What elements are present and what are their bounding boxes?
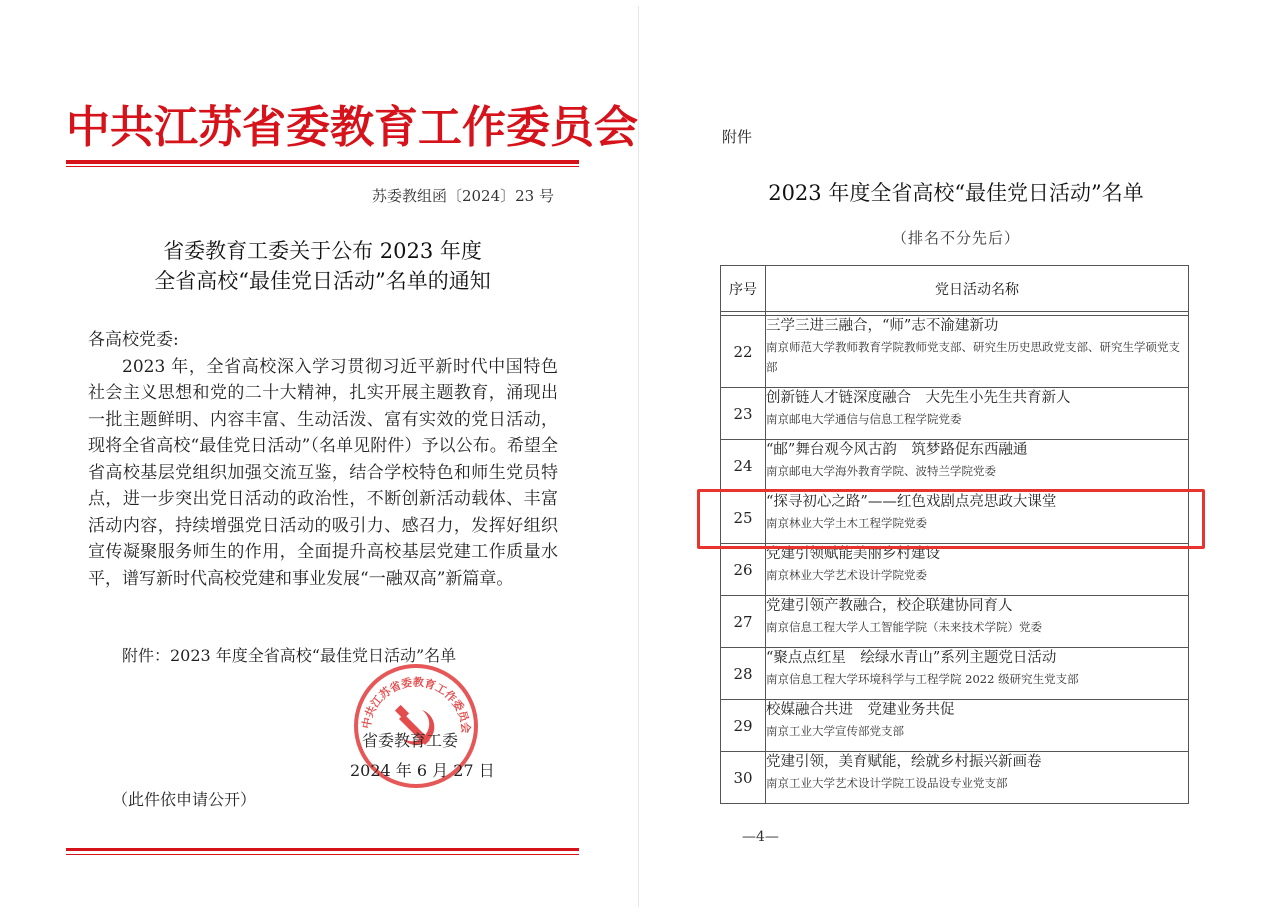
row-content xyxy=(766,596,1189,648)
notice-title-line2: 全省高校“最佳党日活动”名单的通知 xyxy=(154,269,491,293)
organizer-unit: 南京邮电大学海外教育学院、波特兰学院党委 xyxy=(766,464,996,478)
activity-name: 创新链人才链深度融合 大先生小先生共育新人 xyxy=(766,390,1071,406)
column-header-number: 序号 xyxy=(721,266,766,312)
notice-title-line1: 省委教育工委关于公布 2023 年度 xyxy=(163,239,482,263)
activity-name: 党建引领，美育赋能，绘就乡村振兴新画卷 xyxy=(766,754,1042,770)
organizer-unit: 南京师范大学教师教育学院教师党支部、研究生历史思政党支部、研究生学硕党支部 xyxy=(766,340,1180,374)
row-number: 23 xyxy=(721,388,766,440)
organizer-unit: 南京林业大学艺术设计学院党委 xyxy=(766,568,927,582)
signer: 省委教育工委 xyxy=(362,731,459,750)
organizer-unit: 南京工业大学艺术设计学院工设品设专业党支部 xyxy=(766,776,1008,790)
salutation: 各高校党委: xyxy=(88,330,179,350)
activity-name: 校媒融合共进 党建业务共促 xyxy=(766,702,955,718)
footer-rule-thin xyxy=(66,854,579,855)
row-number: 22 xyxy=(721,316,766,388)
table-row xyxy=(721,316,1189,388)
row-content xyxy=(766,752,1189,804)
organizer-unit: 南京信息工程大学环境科学与工程学院 2022 级研究生党支部 xyxy=(766,672,1079,686)
table-row xyxy=(721,700,1189,752)
row-content xyxy=(766,316,1189,388)
row-content xyxy=(766,700,1189,752)
letterhead-rule xyxy=(66,160,579,164)
row-number: 25 xyxy=(721,492,766,544)
row-number: 24 xyxy=(721,440,766,492)
row-content xyxy=(766,648,1189,700)
attachment-label: 附件 xyxy=(722,128,753,146)
organizer-unit: 南京信息工程大学人工智能学院（未来技术学院）党委 xyxy=(766,620,1042,634)
table-row xyxy=(721,752,1189,804)
table-row xyxy=(721,388,1189,440)
row-content xyxy=(766,440,1189,492)
row-number: 30 xyxy=(721,752,766,804)
list-subtitle: （排名不分先后） xyxy=(891,229,1020,247)
row-number: 28 xyxy=(721,648,766,700)
activity-name: “邮”舞台观今风古韵 筑梦路促东西融通 xyxy=(766,442,1028,458)
list-title: 2023 年度全省高校“最佳党日活动”名单 xyxy=(768,181,1144,205)
letterhead: 中共江苏省委教育工作委员会 xyxy=(66,102,638,153)
notice-body xyxy=(88,327,558,592)
activity-name: 三学三进三融合，“师”志不渝建新功 xyxy=(766,318,999,334)
table-row xyxy=(721,544,1189,596)
organizer-unit: 南京工业大学宣传部党支部 xyxy=(766,724,904,738)
attachment-reference: 附件：2023 年度全省高校“最佳党日活动”名单 xyxy=(122,646,457,665)
row-number: 27 xyxy=(721,596,766,648)
seal-lettering: 中共江苏省委教育工作委员会 xyxy=(359,675,473,734)
row-content xyxy=(766,544,1189,596)
notice-paragraph: 2023 年，全省高校深入学习贯彻习近平新时代中国特色社会主义思想和党的二十大精神，扎实开展主题教育，涌现出一批主题鲜明、内容丰富、生动活泼、富有实效的党日活动，现将全省高校“最佳党日活动”（名单见附件）予以公布。希望全省高校基层党组织加强交流互鉴，结合学校特色和师生党员特点，进一步突出党日活动的政治性，不断创新活动载体、丰富活动内容，持续增强党日活动的吸引力、感召力，发挥好组织宣传凝聚服务师生的作用，全面提升高校基层党建工作质量水平，谱写新时代高校党建和事业发展“一融双高”新篇章。 xyxy=(88,356,558,589)
public-note: （此件依申请公开） xyxy=(112,790,257,809)
row-content xyxy=(766,388,1189,440)
table-header-row xyxy=(721,266,1189,312)
organizer-unit: 南京林业大学土木工程学院党委 xyxy=(766,516,927,530)
activity-name: 党建引领赋能美丽乡村建设 xyxy=(766,546,940,562)
letterhead-rule-thin xyxy=(66,166,579,167)
activity-name: 党建引领产教融合，校企联建协同育人 xyxy=(766,598,1013,614)
row-number: 29 xyxy=(721,700,766,752)
footer-rule xyxy=(66,848,579,851)
row-number: 26 xyxy=(721,544,766,596)
table-row xyxy=(721,648,1189,700)
page-number: —4— xyxy=(742,829,779,845)
table-row xyxy=(721,440,1189,492)
issue-date: 2024 年 6 月 27 日 xyxy=(350,761,495,780)
highlight-box xyxy=(697,489,1205,549)
table-row xyxy=(721,596,1189,648)
column-header-activity: 党日活动名称 xyxy=(766,266,1189,312)
activity-name: “探寻初心之路”——红色戏剧点亮思政大课堂 xyxy=(766,494,1057,510)
document-number: 苏委教组函〔2024〕23 号 xyxy=(371,187,554,205)
organizer-unit: 南京邮电大学通信与信息工程学院党委 xyxy=(766,412,962,426)
activity-name: “聚点点红星 绘绿水青山”系列主题党日活动 xyxy=(766,650,1057,666)
